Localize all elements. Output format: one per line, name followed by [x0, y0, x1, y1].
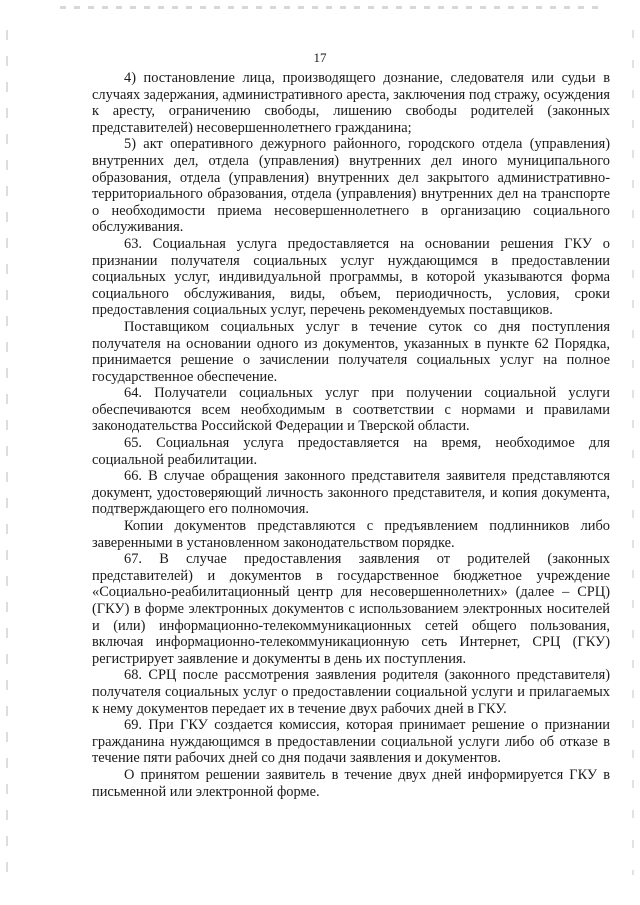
paragraph-66: 66. В случае обращения законного представителя заявителя представляются документ, удостоверяющий личность законного представителя, и копия документа, подтверждающего его полномочия. — [92, 468, 610, 518]
paragraph-68: 68. СРЦ после рассмотрения заявления родителя (законного представителя) получателя социальных услуг о предоставлении социальной услуги и прилагаемых к нему документов передает их в течение двух рабочих дней в ГКУ. — [92, 667, 610, 717]
paragraph-item-4: 4) постановление лица, производящего дознание, следователя или судьи в случаях задержания, административного ареста, заключения под стражу, осуждения к аресту, ограничению свободы, лишению свободы родителей (законных представителей) несовершеннолетнего гражданина; — [92, 70, 610, 136]
paragraph-item-5: 5) акт оперативного дежурного районного, городского отдела (управления) внутренних дел, отдела (управления) внутренних дел иного муниципального образования, отдела (управления) внутренних дел закрытого административно-территориального образования, отдела (управления) внутренних дел на транспорте о необходимости приема несовершеннолетнего в организацию социального обслуживания. — [92, 136, 610, 236]
paragraph-69: 69. При ГКУ создается комиссия, которая принимает решение о признании гражданина нуждающимся в предоставлении социальной услуги либо об отказе в течение пяти рабочих дней со дня подачи заявления и документов. — [92, 717, 610, 767]
paragraph-69-continued: О принятом решении заявитель в течение двух дней информируется ГКУ в письменной или электронной форме. — [92, 766, 610, 800]
scan-artifact-right — [632, 30, 634, 875]
page-number: 17 — [313, 50, 327, 65]
document-body — [92, 70, 610, 800]
paragraph-66-continued: Копии документов представляются с предъявлением подлинников либо заверенными в установленном законодательством порядке. — [92, 518, 610, 551]
paragraph-64: 64. Получатели социальных услуг при получении социальной услуги обеспечиваются всем необходимым в соответствии с нормами и правилами законодательства Российской Федерации и Тверской области. — [92, 385, 610, 435]
paragraph-63-continued: Поставщиком социальных услуг в течение суток со дня поступления получателя на основании одного из документов, указанных в пункте 62 Порядка, принимается решение о зачислении получателя социальных услуг на полное государственное обеспечение. — [92, 318, 610, 385]
scan-artifact-left — [6, 30, 8, 875]
paragraph-63: 63. Социальная услуга предоставляется на основании решения ГКУ о признании получателя социальных услуг нуждающимся в предоставлении социальных услуг, индивидуальной программы, в которой указываются форма социального обслуживания, виды, объем, периодичность, условия, сроки предоставления социальных услуг, перечень рекомендуемых поставщиков. — [92, 235, 610, 319]
paragraph-65: 65. Социальная услуга предоставляется на время, необходимое для социальной реабилитации. — [92, 435, 610, 468]
paragraph-67: 67. В случае предоставления заявления от родителей (законных представителей) и документов в государственное бюджетное учреждение «Социально-реабилитационный центр для несовершеннолетних» (далее – СРЦ) (ГКУ) в форме электронных документов с использованием электронных носителей и (или) информационно-телекоммуникационных сетей общего пользования, включая информационно-телекоммуникационную сеть Интернет, СРЦ (ГКУ) регистрирует заявление и документы в день их поступления. — [92, 551, 610, 667]
scan-artifact-top — [60, 6, 600, 9]
